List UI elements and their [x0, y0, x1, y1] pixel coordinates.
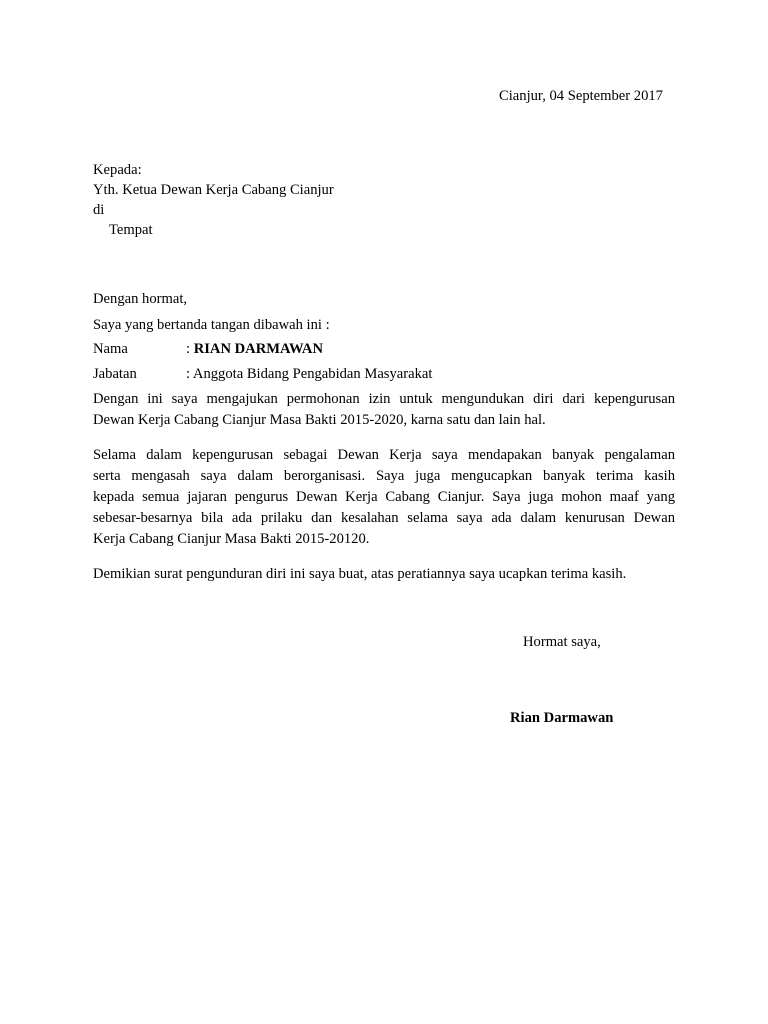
paragraph-closing	[93, 564, 675, 585]
paragraph-closing-line: Demikian surat pengunduran diri ini saya buat, atas peratiannya saya ucapkan terima kasih.	[93, 566, 627, 582]
field-jabatan	[93, 365, 432, 383]
paragraph-request	[93, 389, 675, 431]
paragraph-experience-line: Kerja Cabang Cianjur Masa Bakti 2015-20120.	[93, 531, 370, 547]
field-jabatan-separator: :	[186, 366, 193, 382]
paragraph-experience-line: kepada semua jajaran pengurus Dewan Kerja Cabang Cianjur. Saya juga mohon maaf yang	[93, 489, 675, 505]
field-nama	[93, 340, 323, 358]
recipient-tempat: Tempat	[109, 222, 153, 238]
field-jabatan-value: Anggota Bidang Pengabidan Masyarakat	[192, 366, 433, 382]
intro-line: Saya yang bertanda tangan dibawah ini :	[93, 317, 330, 333]
recipient-di: di	[93, 202, 105, 218]
field-nama-separator: :	[186, 341, 194, 357]
paragraph-experience	[93, 445, 675, 550]
recipient-name: Yth. Ketua Dewan Kerja Cabang Cianjur	[93, 182, 334, 198]
recipient-kepada: Kepada:	[93, 162, 142, 178]
letter-date: Cianjur, 04 September 2017	[499, 88, 663, 104]
paragraph-request-line: Dewan Kerja Cabang Cianjur Masa Bakti 2015-2020, karna satu dan lain hal.	[93, 412, 546, 428]
paragraph-experience-line: serta mengasah saya dalam berorganisasi. Saya juga mengucapkan banyak terima kasih	[93, 468, 675, 484]
closing-salutation: Hormat saya,	[523, 634, 601, 650]
paragraph-request-line: Dengan ini saya mengajukan permohonan izin untuk mengundukan diri dari kepengurusan	[93, 391, 675, 407]
paragraph-experience-line: sebesar-besarnya bila ada prilaku dan kesalahan selama saya ada dalam kenurusan Dewan	[93, 510, 675, 526]
greeting: Dengan hormat,	[93, 291, 188, 307]
field-nama-label: Nama	[93, 341, 128, 357]
paragraph-experience-line: Selama dalam kepengurusan sebagai Dewan Kerja saya mendapakan banyak pengalaman	[93, 447, 675, 463]
field-nama-value: RIAN DARMAWAN	[193, 341, 324, 357]
signer-name: Rian Darmawan	[510, 710, 614, 726]
field-jabatan-label: Jabatan	[93, 366, 137, 382]
